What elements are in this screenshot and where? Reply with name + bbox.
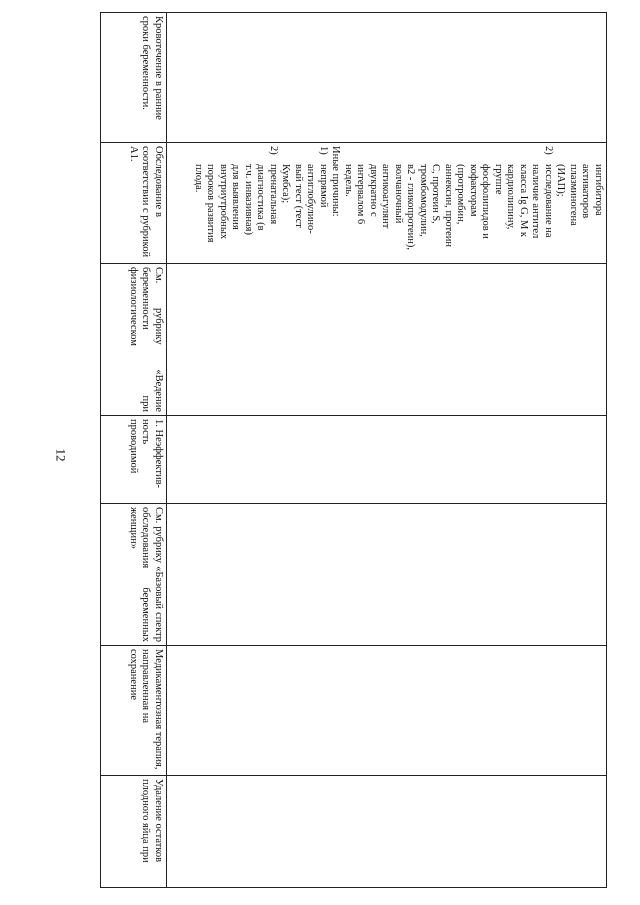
table-cell: Медикаментозная терапия, направленная на сохранение bbox=[101, 646, 167, 776]
cont-line: ингибитора bbox=[593, 164, 604, 216]
table-cell: Кровотечение в ранние сроки беременности. bbox=[101, 13, 167, 143]
list-line: пренатальная bbox=[268, 164, 279, 225]
list-line: наличие антител bbox=[530, 164, 542, 239]
list-line: внутриутробных bbox=[218, 164, 229, 240]
list-line: фосфолипидов и bbox=[480, 164, 492, 239]
list-line: Кумбса); bbox=[280, 164, 292, 204]
table-cell bbox=[167, 143, 607, 264]
list-line: для выявления bbox=[230, 164, 242, 230]
list-line: пороков развития bbox=[205, 164, 217, 243]
table-cell: См. рубрику «Базовый спектр обследования беременных женщин» bbox=[101, 504, 167, 646]
list-line: диагностика (в bbox=[255, 164, 267, 231]
list-number: 2) bbox=[268, 146, 279, 155]
table-cell bbox=[167, 776, 607, 888]
table-cell: См. рубрику «Ведение беременности при физиологическом bbox=[101, 264, 167, 416]
table-cell bbox=[167, 416, 607, 504]
table-cell bbox=[101, 416, 167, 504]
list-line: кофакторам bbox=[468, 164, 479, 217]
page-number: 12 bbox=[53, 448, 69, 462]
list-line: в2 - гликопротеин), bbox=[405, 164, 417, 250]
list-line: волчаночный bbox=[393, 164, 404, 224]
list-line: интервалом 6 bbox=[355, 164, 367, 225]
table-cell bbox=[167, 504, 607, 646]
table-cell: Удаление остатков плодного яйца при bbox=[101, 776, 167, 888]
cont-line: (ИАП); bbox=[555, 164, 567, 197]
list-line: кардиолипину, bbox=[505, 164, 517, 230]
list-number: 1. bbox=[153, 419, 164, 427]
list-line: группе bbox=[493, 164, 504, 195]
list-line: двукратно с bbox=[368, 164, 379, 217]
table-cell bbox=[167, 264, 607, 416]
list-line: непрямой bbox=[318, 164, 329, 208]
list-line: т.ч. инвазивная) bbox=[243, 164, 254, 236]
list-line: класса Ig G, M к bbox=[518, 164, 529, 238]
list-line: вый тест (тест bbox=[293, 164, 304, 228]
table-cell: Обследование в соответствии с рубрикой А1. bbox=[101, 143, 167, 264]
rotated-page bbox=[100, 12, 607, 887]
clinical-protocol-table bbox=[100, 12, 607, 888]
list-number: 1) bbox=[318, 146, 329, 155]
cont-line: активаторов bbox=[580, 164, 592, 219]
table-cell bbox=[167, 646, 607, 776]
list-line: плода. bbox=[193, 164, 204, 193]
list-number: 2) bbox=[543, 146, 554, 155]
cont-line: плазминогена bbox=[568, 164, 579, 226]
cell-text: Неэффектив-ность проводимой bbox=[128, 419, 164, 489]
table-row bbox=[101, 13, 167, 888]
list-line: антиглобулино- bbox=[305, 164, 317, 234]
list-line: исследование на bbox=[543, 164, 554, 238]
table-row bbox=[167, 13, 607, 888]
list-line: (протромбин, bbox=[455, 164, 467, 225]
other-causes-heading: Иные причины: bbox=[330, 146, 342, 217]
list-line: антикоагулянт bbox=[380, 164, 392, 229]
list-line: С, протеин S, bbox=[430, 164, 442, 224]
list-line: недель. bbox=[343, 164, 354, 197]
list-line: аннексин, протеин bbox=[443, 164, 454, 248]
table-cell bbox=[167, 13, 607, 143]
list-line: тромбомодулин, bbox=[418, 164, 429, 237]
